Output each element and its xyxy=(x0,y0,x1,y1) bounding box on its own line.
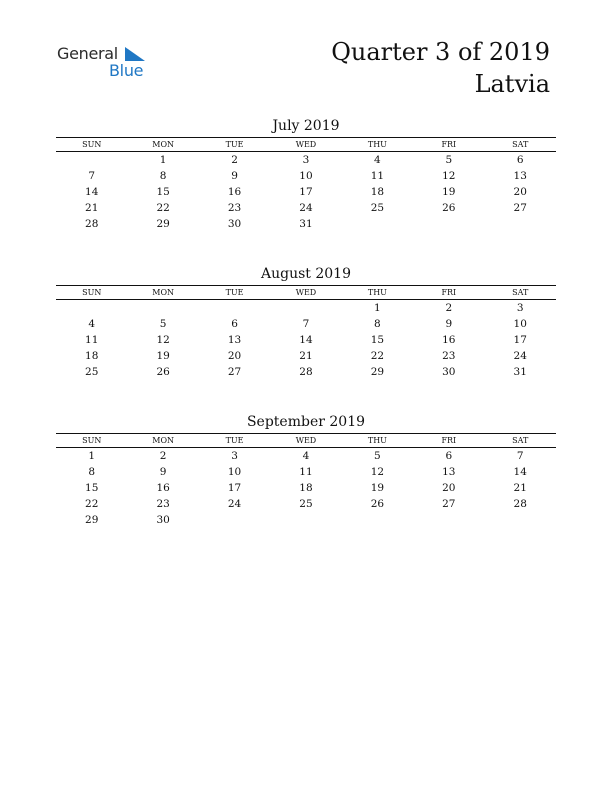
day-cell: 21 xyxy=(299,350,313,362)
day-cell: 1 xyxy=(374,302,381,314)
day-cell: 24 xyxy=(513,350,527,362)
month-calendar-august xyxy=(56,264,556,380)
day-cell xyxy=(413,216,484,232)
day-cell: 11 xyxy=(299,466,313,478)
weekday-label: FRI xyxy=(441,436,457,445)
weekday-label: THU xyxy=(367,140,387,149)
day-cell: 17 xyxy=(513,334,527,346)
day-cell: 14 xyxy=(299,334,313,346)
day-cell: 21 xyxy=(513,482,527,494)
day-cell: 29 xyxy=(156,218,170,230)
day-cell xyxy=(56,152,127,168)
week-row xyxy=(56,364,556,380)
weekday-label: WED xyxy=(295,436,317,445)
month-title: July 2019 xyxy=(272,118,340,134)
day-cell: 25 xyxy=(299,498,313,510)
day-cell: 6 xyxy=(231,318,238,330)
day-cell: 21 xyxy=(85,202,99,214)
day-cell: 12 xyxy=(442,170,456,182)
day-cell: 2 xyxy=(445,302,453,314)
day-cell: 17 xyxy=(299,186,313,198)
day-cell: 19 xyxy=(156,350,170,362)
week-row xyxy=(56,464,556,480)
week-row xyxy=(56,480,556,496)
day-cell: 18 xyxy=(299,482,313,494)
weekday-label: THU xyxy=(367,288,387,297)
day-cell: 13 xyxy=(513,170,527,182)
day-cell: 22 xyxy=(85,498,99,510)
page-header xyxy=(331,36,550,100)
day-cell: 12 xyxy=(370,466,385,478)
day-cell: 23 xyxy=(227,202,242,214)
day-cell xyxy=(56,300,127,316)
weekday-label: THU xyxy=(367,436,387,445)
week-row xyxy=(56,512,556,528)
day-cell: 9 xyxy=(159,466,167,478)
day-cell: 28 xyxy=(299,366,313,378)
day-cell: 20 xyxy=(442,482,456,494)
weekday-label: SAT xyxy=(512,436,529,445)
day-cell xyxy=(270,300,341,316)
weekday-label: TUE xyxy=(225,140,244,149)
week-row xyxy=(56,184,556,200)
day-cell xyxy=(127,300,198,316)
day-cell: 27 xyxy=(227,366,242,378)
day-cell: 26 xyxy=(442,202,456,214)
day-cell xyxy=(485,512,556,528)
day-cell: 1 xyxy=(159,154,167,166)
brand-logo xyxy=(57,44,157,80)
weekday-label: FRI xyxy=(441,288,457,297)
day-cell: 8 xyxy=(159,170,167,182)
day-cell: 6 xyxy=(445,450,453,462)
day-cell: 16 xyxy=(227,186,242,198)
day-cell xyxy=(199,300,270,316)
day-cell: 7 xyxy=(302,318,310,330)
day-cell: 30 xyxy=(227,218,242,230)
day-cell: 23 xyxy=(442,350,456,362)
week-row xyxy=(56,448,556,464)
day-cell: 26 xyxy=(156,366,170,378)
day-cell xyxy=(485,216,556,232)
day-cell: 25 xyxy=(85,366,99,378)
day-cell: 27 xyxy=(513,202,527,214)
day-cell: 3 xyxy=(231,450,238,462)
day-cell: 27 xyxy=(442,498,456,510)
weekday-label: WED xyxy=(295,140,317,149)
day-cell: 26 xyxy=(370,498,385,510)
weekday-label: MON xyxy=(152,140,174,149)
day-cell xyxy=(342,512,413,528)
page-title: Quarter 3 of 2019 xyxy=(331,38,550,66)
weekday-label: TUE xyxy=(225,288,244,297)
day-cell: 1 xyxy=(88,450,96,462)
weekday-label: MON xyxy=(152,288,174,297)
week-row xyxy=(56,216,556,232)
weekday-label: SUN xyxy=(82,436,102,445)
month-calendar-july xyxy=(56,116,556,232)
day-cell xyxy=(199,512,270,528)
day-cell: 4 xyxy=(302,450,310,462)
day-cell: 5 xyxy=(159,318,167,330)
day-cell: 7 xyxy=(88,170,96,182)
day-cell: 28 xyxy=(513,498,527,510)
weeks-grid xyxy=(56,448,556,528)
day-cell: 14 xyxy=(85,186,99,198)
day-cell: 9 xyxy=(445,318,453,330)
week-row xyxy=(56,496,556,512)
month-calendar-september xyxy=(56,412,556,528)
day-cell: 4 xyxy=(374,154,381,166)
weekday-label: SUN xyxy=(82,288,102,297)
day-cell: 10 xyxy=(513,318,527,330)
day-cell: 16 xyxy=(442,334,456,346)
weekday-label: TUE xyxy=(225,436,244,445)
weekday-label: SUN xyxy=(82,140,102,149)
weekday-header xyxy=(56,285,556,300)
month-title: September 2019 xyxy=(246,414,366,430)
day-cell: 3 xyxy=(516,302,524,314)
day-cell: 20 xyxy=(227,350,242,362)
day-cell: 6 xyxy=(516,154,524,166)
day-cell: 8 xyxy=(374,318,381,330)
day-cell: 22 xyxy=(156,202,170,214)
week-row xyxy=(56,348,556,364)
logo-blue-text: Blue xyxy=(109,61,144,80)
weekday-header xyxy=(56,433,556,448)
weeks-grid xyxy=(56,152,556,232)
day-cell: 15 xyxy=(370,334,385,346)
day-cell: 25 xyxy=(370,202,385,214)
day-cell: 11 xyxy=(370,170,385,182)
day-cell: 2 xyxy=(231,154,238,166)
week-row xyxy=(56,200,556,216)
day-cell: 31 xyxy=(299,218,313,230)
day-cell: 18 xyxy=(85,350,99,362)
day-cell: 28 xyxy=(85,218,99,230)
day-cell: 8 xyxy=(88,466,96,478)
page-subtitle: Latvia xyxy=(474,70,550,98)
week-row xyxy=(56,152,556,168)
day-cell: 30 xyxy=(442,366,456,378)
day-cell: 16 xyxy=(156,482,170,494)
weekday-label: MON xyxy=(152,436,174,445)
day-cell: 10 xyxy=(227,466,242,478)
day-cell: 19 xyxy=(442,186,456,198)
day-cell: 5 xyxy=(374,450,381,462)
weekday-label: SAT xyxy=(512,140,529,149)
day-cell: 29 xyxy=(370,366,385,378)
day-cell: 13 xyxy=(442,466,456,478)
day-cell: 30 xyxy=(156,514,170,526)
day-cell: 2 xyxy=(159,450,167,462)
day-cell: 19 xyxy=(370,482,385,494)
day-cell: 17 xyxy=(227,482,242,494)
day-cell: 13 xyxy=(227,334,242,346)
day-cell: 3 xyxy=(302,154,310,166)
day-cell xyxy=(270,512,341,528)
day-cell: 14 xyxy=(513,466,527,478)
day-cell: 11 xyxy=(85,334,99,346)
weekday-label: WED xyxy=(295,288,317,297)
weekday-label: SAT xyxy=(512,288,529,297)
day-cell: 22 xyxy=(370,350,385,362)
month-title: August 2019 xyxy=(261,266,351,282)
day-cell: 29 xyxy=(85,514,99,526)
day-cell: 15 xyxy=(156,186,170,198)
day-cell: 4 xyxy=(88,318,96,330)
day-cell: 9 xyxy=(231,170,238,182)
day-cell xyxy=(342,216,413,232)
day-cell: 31 xyxy=(513,366,527,378)
day-cell: 18 xyxy=(370,186,385,198)
day-cell xyxy=(413,512,484,528)
weeks-grid xyxy=(56,300,556,380)
day-cell: 10 xyxy=(299,170,313,182)
day-cell: 7 xyxy=(516,450,524,462)
week-row xyxy=(56,300,556,316)
weekday-header xyxy=(56,137,556,152)
logo-general-text: General xyxy=(57,44,118,63)
day-cell: 24 xyxy=(299,202,313,214)
day-cell: 23 xyxy=(156,498,170,510)
day-cell: 24 xyxy=(227,498,242,510)
week-row xyxy=(56,168,556,184)
day-cell: 12 xyxy=(156,334,170,346)
week-row xyxy=(56,316,556,332)
day-cell: 5 xyxy=(445,154,453,166)
day-cell: 15 xyxy=(85,482,99,494)
weekday-label: FRI xyxy=(441,140,457,149)
day-cell: 20 xyxy=(513,186,527,198)
week-row xyxy=(56,332,556,348)
